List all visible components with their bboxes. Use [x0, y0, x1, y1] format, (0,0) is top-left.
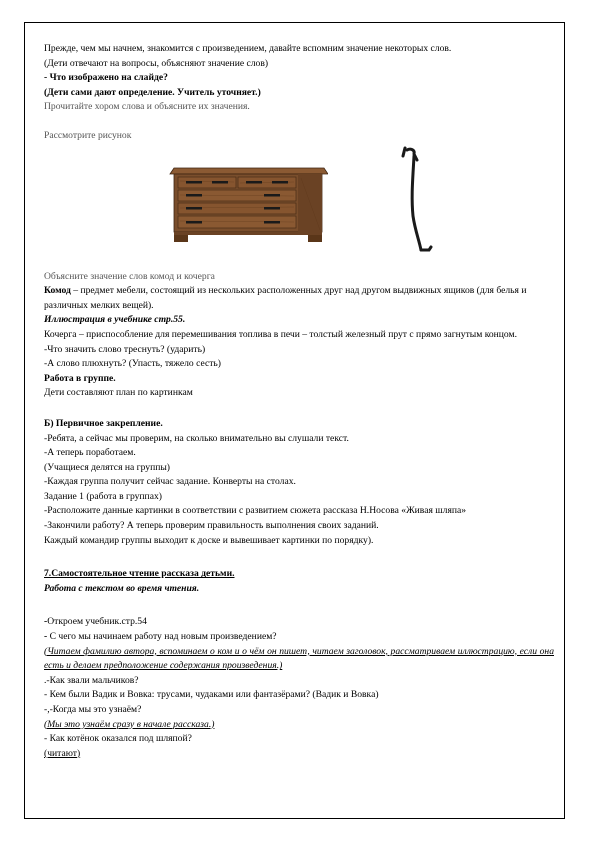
intro-question: - Что изображено на слайде? — [44, 72, 168, 84]
intro-line: Прежде, чем мы начнем, знакомится с произведением, давайте вспомним значение некоторых слов. — [44, 43, 452, 54]
look-prompt: Рассмотрите рисунок — [44, 129, 132, 141]
section-b-line: Каждый командир группы выходит к доске и вывешивает картинки по порядку). — [44, 534, 374, 546]
section-b-line: -Расположите данные картинки в соответствии с развитием сюжета рассказа Н.Носова «Живая шляпа» — [44, 505, 467, 517]
question-line: - Кем были Вадик и Вовка: трусами, чудаками или фантазёрами? (Вадик и Вовка) — [44, 689, 379, 701]
illustrations — [44, 144, 554, 266]
intro-line: (Дети сами дают определение. Учитель уточняет.) — [44, 86, 261, 98]
plan-line: Дети составляют план по картинкам — [44, 387, 193, 399]
question-prefix: - — [44, 631, 50, 643]
answer-note: (Читаем фамилию автора, вспоминаем о ком и о чём он пишет, читаем заголовок, рассматриваем иллюстрацию, если она есть и делаем предположение содержания произведения.) — [44, 645, 554, 672]
section-b-line: -Ребята, а сейчас мы проверим, на сколько внимательно вы слушали текст. — [44, 432, 349, 444]
kocherga-definition: Кочерга – приспособление для перемешивания топлива в печи – толстый железный прут с прямо загнутым концом. — [44, 328, 518, 340]
answer-line: (Мы это узнаём сразу в начале рассказа.) — [44, 718, 215, 730]
open-prefix: - — [44, 616, 48, 628]
komod-def-text: – предмет мебели, состоящий из нескольких расположенных друг над другом выдвижных ящиков (для белья и различных мелких вещей). — [44, 285, 527, 311]
dresser-icon — [168, 160, 328, 246]
reading-note: (читают) — [44, 747, 81, 759]
section-b-line: (Учащиеся делятся на группы) — [44, 461, 170, 473]
section-7-title: 7.Самостоятельное чтение рассказа детьми. — [44, 568, 235, 580]
question-line: -,-Когда мы это узнаём? — [44, 704, 142, 715]
open-text: Откроем учебник.стр.54 — [47, 616, 147, 628]
question-line: -А слово плюхнуть? (Упасть, тяжело сесть) — [44, 358, 221, 370]
open-textbook — [44, 615, 554, 630]
section-7-subtitle: Работа с текстом во время чтения. — [44, 582, 200, 594]
section-b-line: -А теперь поработаем. — [44, 447, 136, 459]
explain-prompt: Объясните значение слов комод и кочерга — [44, 270, 215, 282]
question-line: .-Как звали мальчиков? — [44, 674, 139, 686]
intro-line: (Дети отвечают на вопросы, объясняют значение слов) — [44, 57, 269, 69]
question-text: С чего мы начинаем работу над новым произведением? — [49, 631, 277, 643]
question-line: -Что значить слово треснуть? (ударить) — [44, 343, 206, 355]
komod-definition — [44, 284, 554, 313]
read-prompt: Прочитайте хором слова и объясните их значения. — [44, 101, 250, 113]
poker-icon — [395, 146, 435, 261]
section-b-line: -Каждая группа получит сейчас задание. Конверты на столах. — [44, 476, 296, 488]
question-start — [44, 630, 554, 645]
group-work-heading: Работа в группе. — [44, 372, 116, 384]
komod-term: Комод — [44, 285, 71, 297]
section-b-line: -Закончили работу? А теперь проверим правильность выполнения своих заданий. — [44, 520, 379, 532]
illustration-reference: Иллюстрация в учебнике стр.55. — [44, 314, 186, 326]
document-body — [44, 42, 554, 761]
section-b-line: Задание 1 (работа в группах) — [44, 490, 162, 502]
section-b-title: Б) Первичное закрепление. — [44, 417, 163, 429]
question-line: - Как котёнок оказался под шляпой? — [44, 733, 192, 745]
